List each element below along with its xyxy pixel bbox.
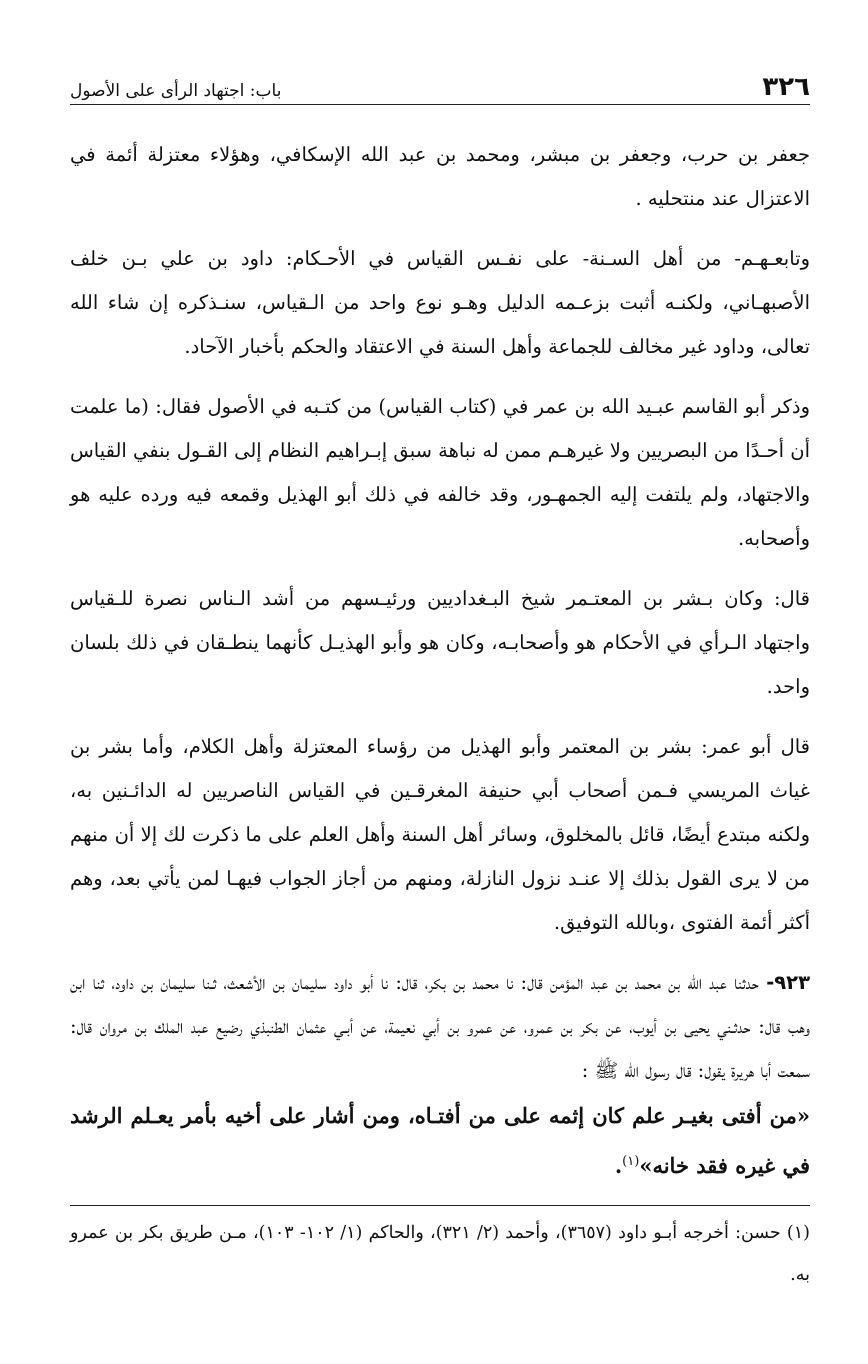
hadith-text: «من أفتى بغيـر علم كان إثمه على من أفتـاه، ومن أشار على أخيه بأمر يعـلم الرشد في غيره فقد خانه» bbox=[70, 1103, 810, 1178]
paragraph-text: قال أبو عمر: بشر بن المعتمر وأبو الهذيل من رؤساء المعتزلة وأهل الكلام، وأما بشر بن غياث المريسي فـمن أصحاب أبي حنيفة المغرقـين في القياس الناصريين له الدائـنين به، ولكنه مبتدع أيضًا، قائل بالمخلوق، وسائر أهل السنة وأهل العلم على ما ذكرت لك إلا أن منهم من لا يرى القول بذلك إلا عنـد نزول النازلة، ومنهم من أجاز الجواب فيهـا لمن يأتي بعد، وهم أكثر أئمة الفتوى ،وبالله التوفيق. bbox=[70, 735, 810, 934]
chapter-title: باب: اجتهاد الرأى على الأصول bbox=[70, 81, 282, 101]
paragraph-text: وتابعـهـم- من أهل السـنة- على نفـس القياس في الأحـكام: داود بن علي بـن خلف الأصبهـاني، ولكنـه أثبت بزعـمه الدليل وهـو نوع واحد من الـقياس، سنـذكره إن شاء الله تعالى، وداود غير مخالف للجماعة وأهل السنة في الاعتقاد والحكم بأخبار الآحاد. bbox=[70, 247, 810, 358]
paragraph-1 bbox=[70, 133, 810, 221]
page-number: ٣٢٦ bbox=[762, 72, 810, 102]
paragraph-3 bbox=[70, 385, 810, 561]
hadith-chain-text: حدثنا عبد الله بن محمد بن عبد المؤمن قال: نا محمد بن بكر، قال: نا أبو داود سليمان بن الأشعث، ثـنا سليمان بن داود، ثنا ابن وهب قال: حدثـني يحيى بن أيوب، عن بكر بن عمرو، عن عمرو بن أبي نعيمة، عن أبـي عثمان الطنبذي رضيع عبد الملك بن مروان قال: سمعت أبا هريرة يقول: قال رسول الله ﷺ : bbox=[70, 971, 810, 1082]
hadith-chain bbox=[70, 961, 810, 1093]
paragraph-text: وذكر أبو القاسم عبـيد الله بن عمر في (كتاب القياس) من كتـبه في الأصول فقال: (ما علمت أن أحـدًا من البصريين ولا غيرهـم ممن له نباهة سبق إبـراهيم النظام إلى القـول بنفي القياس والاجتهاد، ولم يلتفت إليه الجمهـور، وقد خالفه في ذلك أبو الهذيل وقمعه فيه ورده عليه هو وأصحابه. bbox=[70, 395, 810, 550]
hadith-text-block bbox=[70, 1093, 810, 1189]
paragraph-text: قال: وكان بـشر بن المعتـمر شيخ البـغداديين ورئيـسهم من أشد الـناس نصرة للـقياس واجتهاد الـرأي في الأحكام هو وأصحابـه، وكان هو وأبو الهذيـل كأنهما ينطـقان في ذلك بلسان واحد. bbox=[70, 587, 810, 698]
footnote-reference[interactable]: (١) bbox=[622, 1154, 640, 1169]
paragraph-4 bbox=[70, 577, 810, 709]
paragraph-2 bbox=[70, 237, 810, 369]
running-header bbox=[70, 68, 810, 105]
hadith-number: ٩٢٣- bbox=[766, 971, 810, 994]
hadith-paragraph bbox=[70, 961, 810, 1189]
footnote bbox=[70, 1212, 810, 1296]
paragraph-text: جعفر بن حرب، وجعفر بن مبشر، ومحمد بن عبد الله الإسكافي، وهؤلاء معتزلة أئمة في الاعتزال عند منتحليه . bbox=[70, 143, 810, 210]
hadith-end-mark: . bbox=[614, 1153, 623, 1178]
paragraph-5 bbox=[70, 725, 810, 945]
footnote-text: (١) حسن: أخرجه أبـو داود (٣٦٥٧)، وأحمد (٢/ ٣٢١)، والحاكم (١/ ١٠٢- ١٠٣)، مـن طريق بكر بن عمرو به. bbox=[70, 1223, 810, 1285]
footnote-divider bbox=[70, 1205, 810, 1206]
